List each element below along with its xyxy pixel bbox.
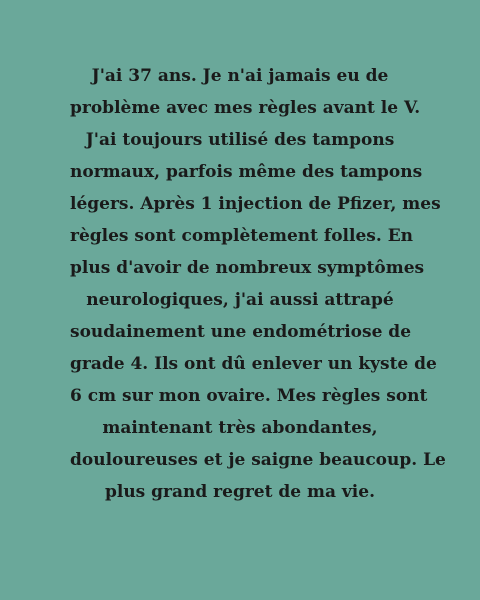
testimony-line: douloureuses et je saigne beaucoup. Le bbox=[70, 450, 446, 470]
testimony-line: J'ai toujours utilisé des tampons bbox=[85, 130, 395, 150]
testimony-line: normaux, parfois même des tampons bbox=[70, 162, 423, 182]
testimony-line: règles sont complètement folles. En bbox=[70, 226, 414, 246]
testimony-line: neurologiques, j'ai aussi attrapé bbox=[86, 290, 394, 310]
testimony-line: maintenant très abondantes, bbox=[102, 418, 378, 438]
testimony-line: J'ai 37 ans. Je n'ai jamais eu de bbox=[91, 66, 389, 86]
testimony-line: soudainement une endométriose de bbox=[70, 322, 412, 342]
testimony-line: plus d'avoir de nombreux symptômes bbox=[70, 258, 425, 278]
testimony-line: 6 cm sur mon ovaire. Mes règles sont bbox=[70, 386, 428, 406]
testimony-line: plus grand regret de ma vie. bbox=[104, 482, 376, 502]
testimony-line: problème avec mes règles avant le V. bbox=[70, 98, 421, 118]
testimony-line: légers. Après 1 injection de Pfizer, mes bbox=[70, 194, 441, 214]
testimony-line: grade 4. Ils ont dû enlever un kyste de bbox=[70, 354, 437, 374]
testimony-text bbox=[70, 60, 446, 508]
